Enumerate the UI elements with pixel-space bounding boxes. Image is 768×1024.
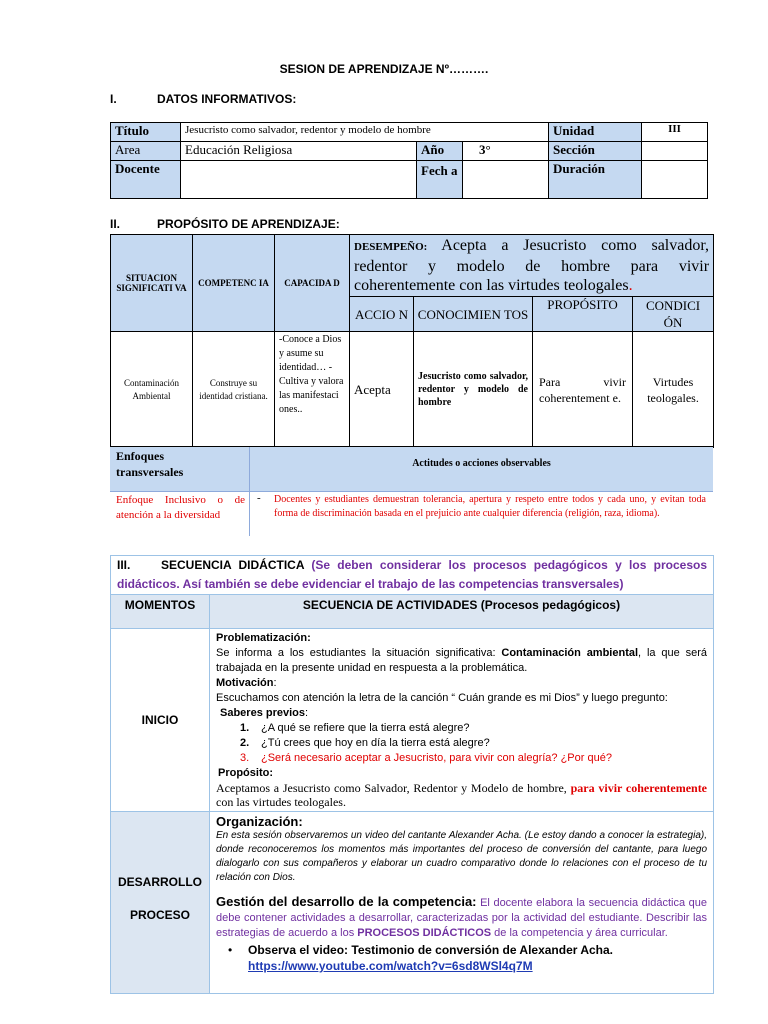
anio-label: Año (417, 142, 463, 161)
document-title: SESION DE APRENDIZAJE Nº………. (279, 62, 489, 76)
proposito-b: para vivir coherentemente (570, 781, 708, 795)
bullet-icon: • (228, 943, 233, 957)
problematizacion-label: Problematización: (216, 632, 311, 644)
proposito-a: Aceptamos a Jesucristo como Salvador, Redentor y Modelo de hombre, (216, 781, 571, 795)
question-2 (216, 736, 707, 751)
datos-informativos-table (110, 122, 708, 199)
problematizacion-a: Se informa a los estudiantes la situación significativa: (216, 647, 502, 659)
desempeno-text: Acepta a Jesucristo como salvador, redentor y modelo de hombre para vivir coherentemente con las virtudes teologales (354, 237, 710, 294)
anio-value: 3° (463, 142, 549, 161)
gestion-label: Gestión del desarrollo de la competencia: (216, 894, 477, 909)
unidad-value: III (642, 123, 708, 142)
desarrollo-content (210, 812, 714, 994)
organizacion-text: En esta sesión observaremos un video del cantante Alexander Acha. (Le estoy dando a conocer la estrategia), donde reconoceremos los momentos más importantes del proceso de conversión del cantante, para luego dialogarlo con sus compañeros y elaborar un cuadro comparativo donde lo relaciones con el proceso de tu relación con Dios. (216, 830, 708, 883)
proposito-table (110, 234, 714, 448)
docente-label: Docente (111, 161, 181, 199)
question-1-number: 1. (240, 722, 250, 734)
desarrollo-label: DESARROLLO (118, 875, 202, 889)
proceso-label: PROCESO (129, 908, 190, 922)
situacion-value: Contaminación Ambiental (111, 332, 193, 448)
enfoques-col-divider (249, 491, 250, 536)
problematizacion-b: Contaminación ambiental (501, 647, 639, 659)
question-2-number: 2. (240, 737, 250, 749)
secuencia-title: SECUENCIA DIDÁCTICA (161, 558, 305, 572)
proposito-value: Para vivir coherentement e. (533, 332, 633, 448)
accion-value: Acepta (350, 332, 414, 448)
fecha-label: Fech a (417, 161, 463, 199)
gestion-text (216, 894, 707, 941)
capacidad-value: -Conoce a Dios y asume su identidad… -Cultiva y valora las manifestaci ones.. (275, 332, 350, 448)
header-capacidad: CAPACIDA D (275, 235, 350, 332)
enfoques-header-label: Enfoques transversales (116, 449, 184, 479)
secuencia-table (110, 555, 714, 994)
enfoques-header-divider (249, 447, 250, 492)
video-link[interactable]: https://www.youtube.com/watch?v=6sd8WSl4q7M (248, 959, 533, 973)
duracion-label: Duración (549, 161, 642, 199)
problematizacion-c: , la que será trabajada en la presente unidad en respuesta a la problemática. (216, 647, 708, 674)
proposito-label: Propósito: (218, 767, 273, 779)
proposito-c: con las virtudes teologales. (216, 795, 346, 809)
organizacion-label: Organización: (216, 814, 303, 829)
titulo-value: Jesucristo como salvador, redentor y modelo de hombre (181, 123, 549, 142)
secuencia-heading-cell (111, 556, 714, 595)
motivacion-colon: : (273, 677, 277, 689)
gestion-b: PROCESOS DIDÁCTICOS (357, 927, 492, 939)
header-conocimientos: CONOCIMIEN TOS (414, 297, 533, 332)
fecha-value (463, 161, 549, 199)
section-1-heading (110, 92, 297, 106)
header-accion: ACCIO N (350, 297, 414, 332)
section-1-title: DATOS INFORMATIVOS: (157, 92, 297, 106)
question-1-text: ¿A qué se refiere que la tierra está alegre? (261, 722, 470, 734)
actitud-bullet: - (257, 492, 261, 504)
conocimientos-value: Jesucristo como salvador, redentor y modelo de hombre (414, 332, 533, 448)
video-label: Observa el video: Testimonio de conversión de Alexander Acha. (248, 943, 613, 957)
question-1 (216, 721, 707, 736)
question-3-text: ¿Será necesario aceptar a Jesucristo, para vivir con alegría? ¿Por qué? (261, 752, 612, 764)
desempeno-end: . (628, 277, 633, 294)
gestion-c: de la competencia y área curricular. (491, 927, 668, 939)
inicio-content (210, 629, 714, 812)
desempeno-label: DESEMPEÑO: (354, 241, 428, 253)
problematizacion-text (216, 646, 707, 676)
question-2-text: ¿Tú crees que hoy en día la tierra está alegre? (261, 737, 490, 749)
header-momentos: MOMENTOS (111, 595, 210, 629)
enfoque-value: Enfoque Inclusivo o de atención a la diversidad (116, 494, 245, 521)
condicion-value: Virtudes teologales. (633, 332, 714, 448)
desempeno-cell (350, 235, 714, 297)
enfoques-row-divider (110, 491, 713, 492)
motivacion-label: Motivación (216, 677, 274, 689)
duracion-value (642, 161, 708, 199)
proposito-text (216, 781, 707, 809)
enfoques-header (110, 446, 713, 491)
question-3 (216, 751, 707, 766)
actitud-value: Docentes y estudiantes demuestran tolerancia, apertura y respeto entre todos y cada uno, y evitan toda forma de discriminación basada en el prejuicio ante cualquier diferencia (religión, raza, idioma). (274, 494, 706, 519)
seccion-value (642, 142, 708, 161)
section-2-title: PROPÓSITO DE APRENDIZAJE: (157, 217, 340, 231)
saberes-label-line (216, 706, 707, 721)
unidad-label: Unidad (549, 123, 642, 142)
secuencia-number: III. (117, 558, 131, 572)
header-proposito: PROPÓSITO (533, 297, 633, 332)
video-item (216, 942, 707, 974)
secuencia-note: (Se deben considerar los procesos pedagógicos y los procesos didácticos. Así también se debe evidenciar el trabajo de las competencias transversales) (117, 558, 707, 591)
section-2-heading (110, 217, 340, 231)
section-1-number: I. (110, 92, 117, 106)
question-3-number: 3. (240, 752, 250, 764)
area-label: Area (111, 142, 181, 161)
desarrollo-cell (111, 812, 210, 994)
header-condicion: CONDICI ÓN (633, 297, 714, 332)
motivacion-label-line (216, 676, 707, 691)
titulo-label: Título (111, 123, 181, 142)
motivacion-text: Escuchamos con atención la letra de la canción “ Cuán grande es mi Dios” y luego pregunto: (216, 692, 668, 704)
competencia-value: Construye su identidad cristiana. (193, 332, 275, 448)
area-value: Educación Religiosa (181, 142, 417, 161)
actitudes-header-label: Actitudes o acciones observables (412, 458, 551, 469)
docente-value (181, 161, 417, 199)
inicio-label: INICIO (111, 629, 210, 812)
gestion-a: El docente elabora la secuencia didáctica que debe contener actividades a desarrollar, caracterizadas por la actividad del estudiante. Describir las estrategias de acuerdo a los (216, 897, 708, 939)
header-situacion: SITUACION SIGNIFICATI VA (111, 235, 193, 332)
header-competencia: COMPETENC IA (193, 235, 275, 332)
header-actividades: SECUENCIA DE ACTIVIDADES (Procesos pedagógicos) (210, 595, 714, 629)
seccion-label: Sección (549, 142, 642, 161)
section-2-number: II. (110, 217, 121, 231)
saberes-colon: : (305, 707, 309, 719)
saberes-label: Saberes previos (220, 707, 305, 719)
